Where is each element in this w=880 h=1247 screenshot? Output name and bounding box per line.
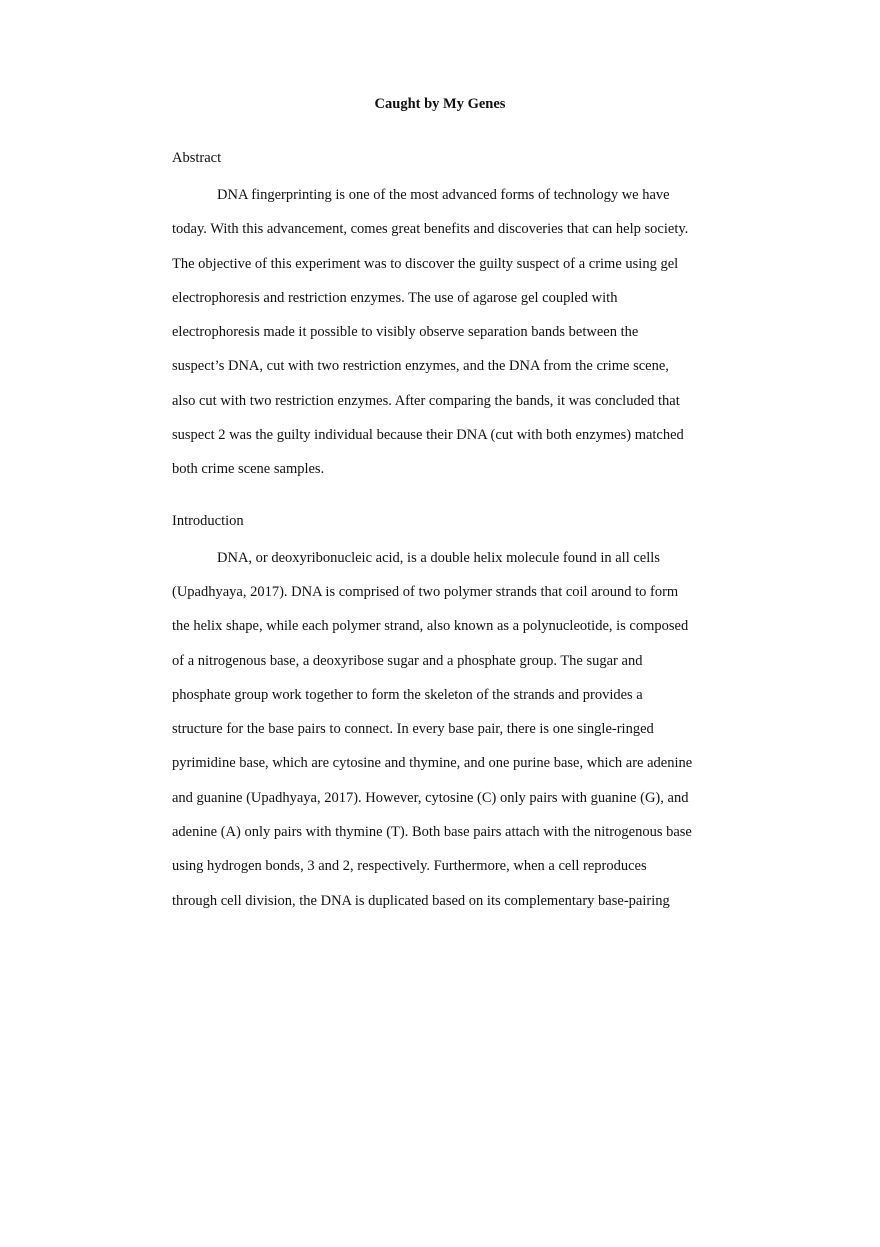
introduction-line: of a nitrogenous base, a deoxyribose sugar and a phosphate group. The sugar and [172, 652, 643, 669]
document-content [172, 94, 708, 918]
introduction-line: using hydrogen bonds, 3 and 2, respectively. Furthermore, when a cell reproduces [172, 858, 647, 875]
abstract-line: electrophoresis and restriction enzymes. The use of agarose gel coupled with [172, 289, 618, 306]
abstract-line: The objective of this experiment was to discover the guilty suspect of a crime using gel [172, 255, 679, 272]
abstract-line: DNA fingerprinting is one of the most advanced forms of technology we have [217, 187, 670, 203]
section-heading-abstract: Abstract [172, 150, 222, 166]
abstract-paragraph [172, 178, 708, 487]
abstract-line: today. With this advancement, comes great benefits and discoveries that can help society. [172, 221, 689, 238]
introduction-line: (Upadhyaya, 2017). DNA is comprised of two polymer strands that coil around to form [172, 583, 679, 600]
introduction-line: and guanine (Upadhyaya, 2017). However, cytosine (C) only pairs with guanine (G), and [172, 789, 689, 806]
introduction-line: adenine (A) only pairs with thymine (T). Both base pairs attach with the nitrogenous base [172, 824, 692, 841]
introduction-paragraph [172, 541, 708, 918]
introduction-line: DNA, or deoxyribonucleic acid, is a double helix molecule found in all cells [217, 549, 660, 566]
abstract-line: both crime scene samples. [172, 461, 325, 478]
document-title: Caught by My Genes [374, 96, 506, 112]
introduction-line: the helix shape, while each polymer strand, also known as a polynucleotide, is composed [172, 618, 689, 635]
introduction-line: through cell division, the DNA is duplicated based on its complementary base-pairing [172, 892, 670, 909]
abstract-line: suspect’s DNA, cut with two restriction enzymes, and the DNA from the crime scene, [172, 358, 669, 375]
abstract-line: electrophoresis made it possible to visibly observe separation bands between the [172, 324, 639, 341]
section-heading-introduction: Introduction [172, 512, 244, 529]
abstract-line: suspect 2 was the guilty individual because their DNA (cut with both enzymes) matched [172, 427, 684, 444]
introduction-line: phosphate group work together to form the skeleton of the strands and provides a [172, 686, 643, 703]
introduction-line: pyrimidine base, which are cytosine and thymine, and one purine base, which are adenine [172, 755, 693, 772]
abstract-line: also cut with two restriction enzymes. After comparing the bands, it was concluded that [172, 392, 680, 409]
introduction-line: structure for the base pairs to connect. In every base pair, there is one single-ringed [172, 721, 654, 738]
